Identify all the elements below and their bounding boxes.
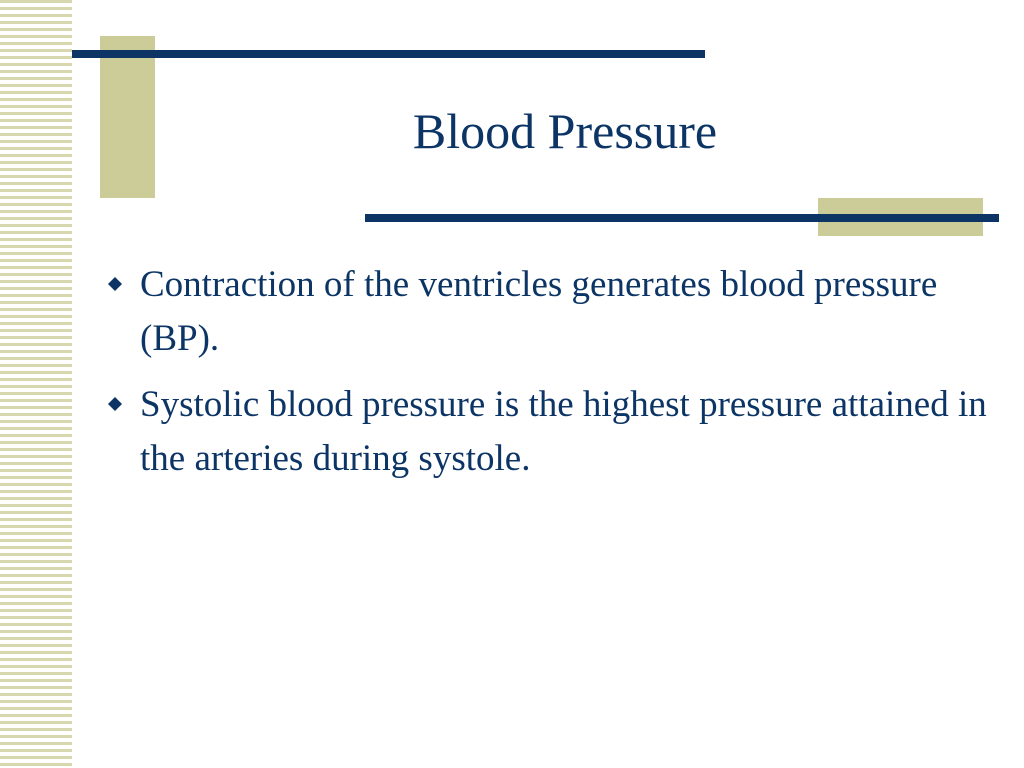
slide-title: Blood Pressure — [412, 103, 718, 159]
bullet-text: Systolic blood pressure is the highest pressure attained in the arteries during systole. — [140, 384, 987, 479]
title-rule-bottom — [365, 214, 999, 222]
bullet-item — [108, 378, 988, 486]
diamond-bullet-icon — [108, 397, 122, 411]
decorative-stripe-band — [0, 0, 72, 768]
diamond-bullet-icon — [108, 277, 122, 291]
bullet-item — [108, 258, 988, 366]
bullet-text: Contraction of the ventricles generates blood pressure (BP). — [140, 264, 938, 359]
bullet-list — [108, 258, 988, 498]
decorative-accent-block-top — [100, 36, 155, 198]
title-rule-top — [72, 50, 705, 58]
